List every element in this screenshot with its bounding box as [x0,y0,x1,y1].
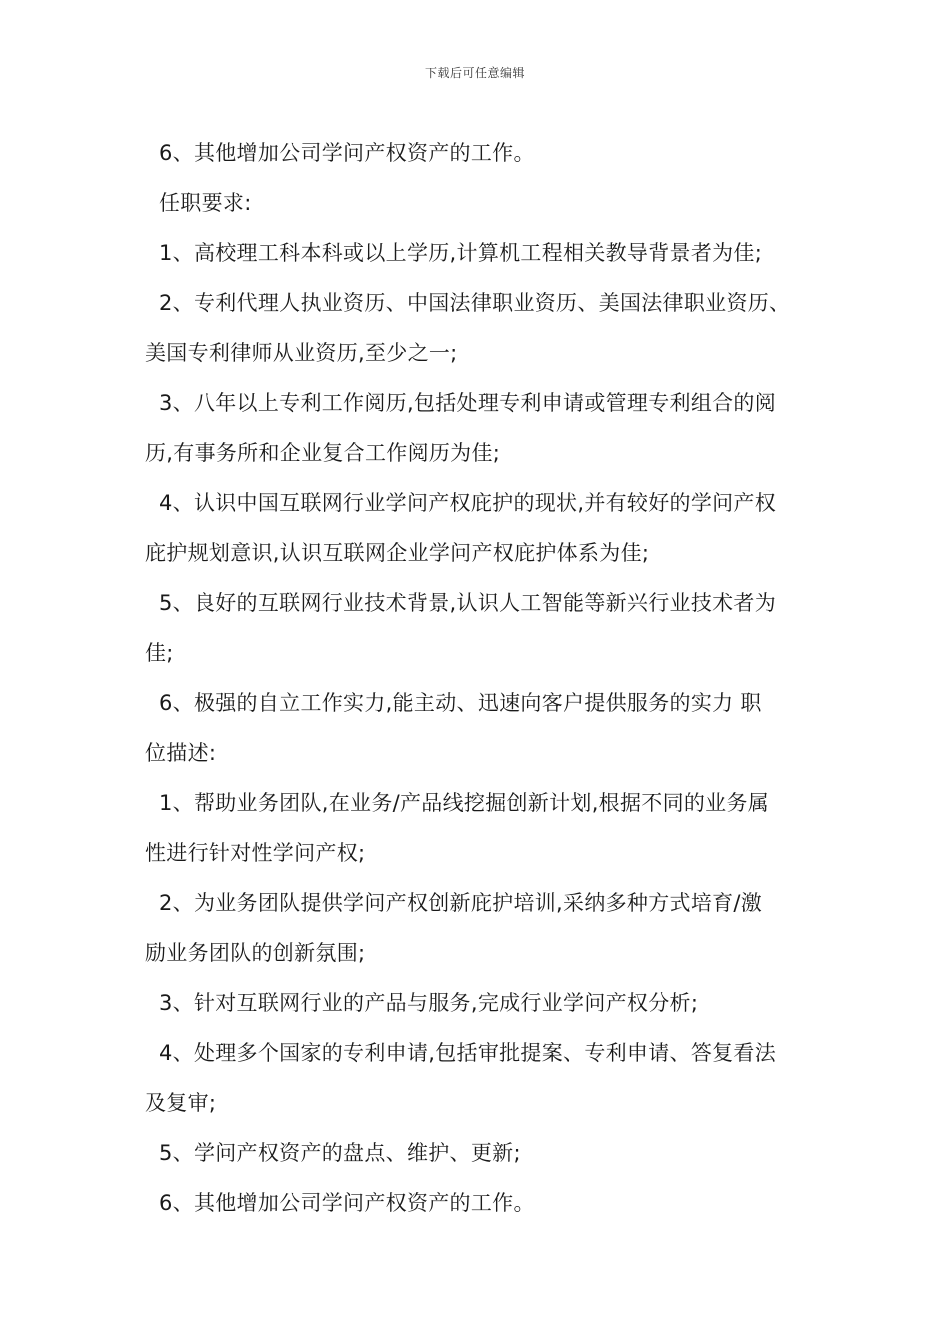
text-line: 及复审; [145,1091,217,1115]
text-line: 4、认识中国互联网行业学问产权庇护的现状,并有较好的学问产权 [159,491,777,515]
text-line: 美国专利律师从业资历,至少之一; [145,341,458,365]
text-line: 2、专利代理人执业资历、中国法律职业资历、美国法律职业资历、 [159,291,791,315]
text-line: 4、处理多个国家的专利申请,包括审批提案、专利申请、答复看法 [159,1041,777,1065]
text-line: 任职要求: [159,191,252,215]
text-line: 5、良好的互联网行业技术背景,认识人工智能等新兴行业技术者为 [159,591,777,615]
text-line: 性进行针对性学问产权; [145,841,366,865]
text-line: 1、帮助业务团队,在业务/产品线挖掘创新计划,根据不同的业务属 [159,791,770,815]
text-line: 庇护规划意识,认识互联网企业学问产权庇护体系为佳; [145,541,650,565]
text-line: 历,有事务所和企业复合工作阅历为佳; [145,441,501,465]
text-line: 3、八年以上专利工作阅历,包括处理专利申请或管理专利组合的阅 [159,391,777,415]
text-line: 3、针对互联网行业的产品与服务,完成行业学问产权分析; [159,991,699,1015]
document-body [145,128,825,1228]
page-header: 下载后可任意编辑 [424,66,525,80]
text-line: 2、为业务团队提供学问产权创新庇护培训,采纳多种方式培育/激 [159,891,763,915]
text-line: 6、其他增加公司学问产权资产的工作。 [159,141,535,165]
text-line: 励业务团队的创新氛围; [145,941,366,965]
text-line: 位描述: [145,741,217,765]
text-line: 6、极强的自立工作实力,能主动、迅速向客户提供服务的实力 职 [159,691,762,715]
text-line: 佳; [145,641,174,665]
text-line: 6、其他增加公司学问产权资产的工作。 [159,1191,535,1215]
text-line: 5、学问产权资产的盘点、维护、更新; [159,1141,521,1165]
text-line: 1、高校理工科本科或以上学历,计算机工程相关教导背景者为佳; [159,241,763,265]
